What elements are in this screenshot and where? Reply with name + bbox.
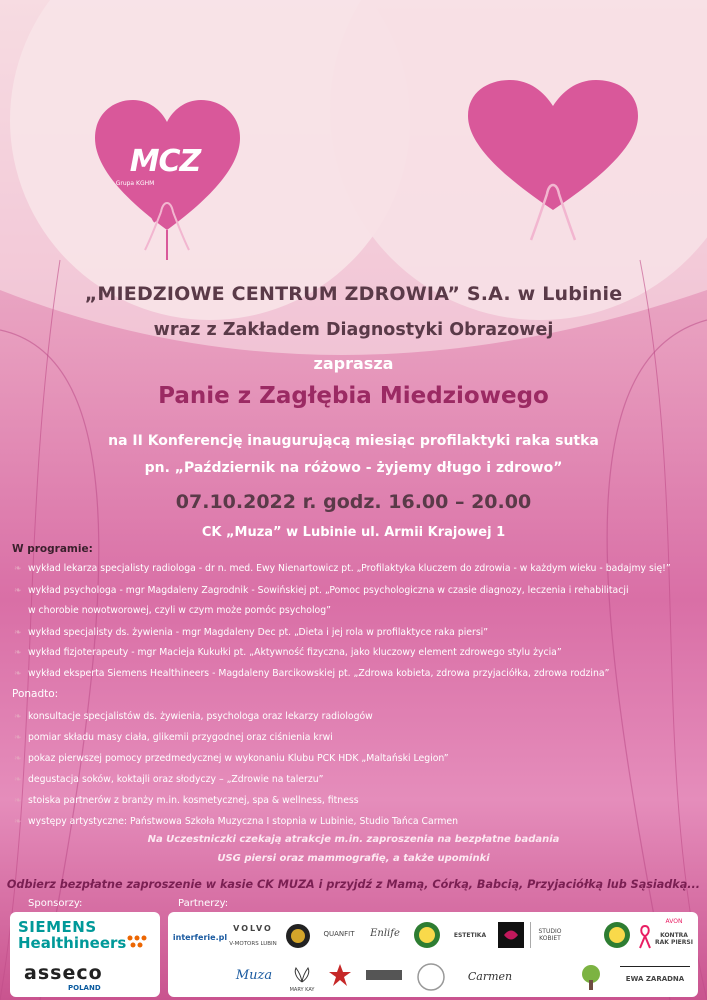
event-venue: CK „Muza” w Lubinie ul. Armii Krajowej 1: [201, 525, 506, 540]
invite-line: Odbierz bezpłatne zaproszenie w kasie CK MUZA i przyjdź z Mamą, Córką, Babcią, Przyjaciółką lub Sąsiadką...: [6, 878, 701, 891]
conference-title: pn. „Październik na różowo - żyjemy długo i zdrowo”: [144, 460, 563, 476]
mcz-logo-text: MCZ: [129, 144, 201, 179]
sponsors-label: Sponsorzy:: [28, 898, 83, 909]
extra-heading: Ponadto:: [12, 688, 59, 700]
tree-icon: [576, 962, 606, 992]
crest-icon: [602, 920, 632, 950]
ewa-zaradna-logo: EWA ZARADNA: [620, 966, 690, 991]
quanfit-logo: QUANFIT: [323, 930, 355, 938]
partners-panel: [168, 912, 698, 997]
siemens-logo: SIEMENS: [18, 918, 97, 936]
attractions-note-2: USG piersi oraz mammografię, a także upominki: [217, 853, 490, 864]
partner-logo-icon: [364, 962, 404, 988]
ribbon-icon: ❧: [14, 712, 22, 722]
carmen-logo: Carmen: [467, 969, 513, 983]
partner-dark-icon: [498, 922, 524, 948]
asseco-logo: asseco: [24, 962, 103, 984]
extra-item: ❧ konsultacje specjalistów ds. żywienia, psychologa oraz lekarzy radiologów: [14, 711, 373, 722]
mcz-logo-subtitle: Grupa KGHM: [115, 180, 155, 187]
extra-item: ❧ pokaz pierwszej pomocy przedmedycznej w wykonaniu Klubu PCK HDK „Maltański Legion”: [14, 753, 449, 764]
enlife-logo: Enlife: [370, 927, 400, 939]
ribbon-icon: ❧: [14, 817, 22, 827]
pink-ribbon-icon: [638, 922, 652, 950]
ribbon-icon: ❧: [14, 648, 22, 658]
department-line: wraz z Zakładem Diagnostyki Obrazowej: [153, 320, 554, 340]
ribbon-icon: ❧: [14, 733, 22, 743]
muza-logo: Muza: [235, 967, 273, 983]
program-item: ❧ wykład eksperta Siemens Healthineers - Magdaleny Barcikowskiej pt. „Zdrowa kobieta, zdrowa przyjaciółka, zdrowa rodzina”: [14, 668, 610, 679]
conference-line: na II Konferencję inaugurującą miesiąc profilaktyki raka sutka: [108, 433, 599, 449]
extra-item: ❧ pomiar składu masy ciała, glikemii przygodnej oraz ciśnienia krwi: [14, 732, 333, 743]
program-heading: W programie:: [12, 543, 93, 555]
estetika-logo: ESTETIKA: [453, 931, 487, 939]
partners-label: Partnerzy:: [178, 898, 229, 909]
program-item: ❧ wykład fizjoterapeuty - mgr Macieja Kukułki pt. „Aktywność fizyczna, jako kluczowy element zdrowego stylu życia”: [14, 647, 562, 658]
ribbon-icon: ❧: [14, 628, 22, 638]
attractions-note-1: Na Uczestniczki czekają atrakcje m.in. zaproszenia na bezpłatne badania: [147, 834, 560, 845]
star-emblem-icon: [328, 962, 352, 988]
program-item: ❧ wykład lekarza specjalisty radiologa - dr n. med. Ewy Nienartowicz pt. „Profilaktyka kluczem do zdrowia - w każdym wieku - badajmy się!”: [14, 563, 671, 574]
interferie-logo: interferie.pl: [172, 932, 228, 942]
extra-item: ❧ stoiska partnerów z branży m.in. kosmetycznej, spa & wellness, fitness: [14, 795, 359, 806]
marykay-logo: MARY KAY: [289, 987, 315, 993]
program-item: ❧ wykład psychologa - mgr Magdaleny Zagrodnik - Sowińskiej pt. „Pomoc psychologiczna w czasie diagnozy, leczenia i rehabilitacji: [14, 585, 629, 596]
ribbon-icon: ❧: [14, 586, 22, 596]
audience-title: Panie z Zagłębia Miedziowego: [158, 383, 549, 409]
studio-kobiet-logo: STUDIO KOBIET: [530, 922, 569, 948]
healthineers-logo: Healthineers: [18, 934, 127, 952]
avon-logo: AVON: [665, 917, 683, 925]
ribbon-icon: ❧: [14, 564, 22, 574]
program-item-continuation: w chorobie nowotworowej, czyli w czym może pomóc psycholog”: [28, 605, 331, 616]
invites-text: zaprasza: [313, 354, 394, 373]
ribbon-icon: ❧: [14, 775, 22, 785]
heart-ribbon-icon: [468, 80, 638, 245]
kontra-rak-logo: KONTRA RAK PIERSI: [655, 932, 693, 946]
event-datetime: 07.10.2022 r. godz. 16.00 – 20.00: [175, 491, 532, 513]
program-item: ❧ wykład specjalisty ds. żywienia - mgr Magdaleny Dec pt. „Dieta i jej rola w profilaktyce raka piersi”: [14, 627, 489, 638]
sponsors-panel: [10, 912, 160, 997]
organizer-title: „MIEDZIOWE CENTRUM ZDROWIA” S.A. w Lubinie: [84, 283, 623, 305]
crest-icon: [412, 920, 442, 950]
ribbon-icon: ❧: [14, 796, 22, 806]
healthineers-dots-icon: [126, 934, 150, 952]
ribbon-icon: ❧: [14, 754, 22, 764]
extra-item: ❧ występy artystyczne: Państwowa Szkoła Muzyczna I stopnia w Lubinie, Studio Tańca Carmen: [14, 816, 459, 827]
ribbon-icon: ❧: [14, 669, 22, 679]
asseco-poland-label: POLAND: [68, 984, 101, 992]
extra-item: ❧ degustacja soków, koktajli oraz słodyczy – „Zdrowie na talerzu”: [14, 774, 324, 785]
lotus-icon: [288, 962, 316, 988]
partner-badge-icon: [284, 922, 312, 950]
partner-round-icon: [416, 962, 446, 992]
volvo-logo: VOLVO: [233, 923, 273, 933]
vmotors-logo: V-MOTORS LUBIN: [229, 941, 277, 947]
